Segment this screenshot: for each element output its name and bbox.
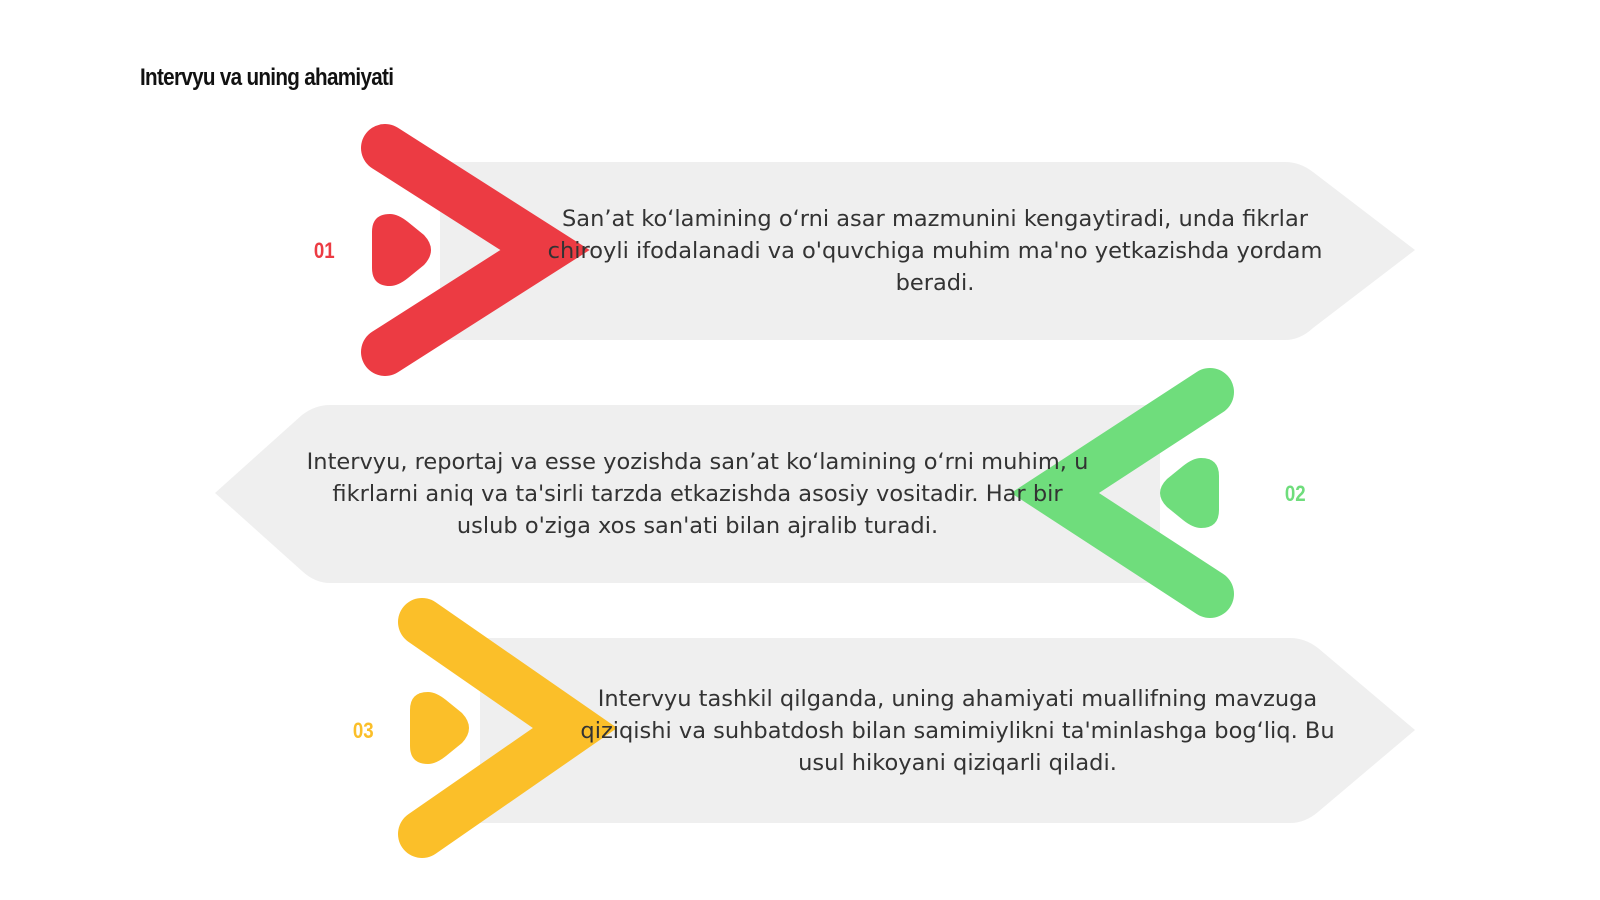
slide-title: Intervyu va uning ahamiyati — [140, 64, 394, 91]
step-3-text: Intervyu tashkil qilganda, uning ahamiyati muallifning mavzuga qiziqishi va suhbatdosh bilan samimiylikni ta'minlashga bog‘liq. Bu usul hikoyani qiziqarli qiladi. — [580, 686, 1335, 776]
step-2-text: Intervyu, reportaj va esse yozishda san’at ko‘lamining o‘rni muhim, u fikrlarni aniq va ta'sirli tarzda etkazishda asosiy vositadir. Har bir uslub o'ziga xos san'ati bilan ajralib turadi. — [306, 449, 1089, 539]
step-2-number: 02 — [1284, 481, 1306, 506]
step-1-number: 01 — [313, 238, 335, 263]
step-3-play-icon — [410, 692, 469, 764]
step-2-play-icon — [1160, 458, 1219, 528]
step-1-text: San’at ko‘lamining o‘rni asar mazmunini kengaytiradi, unda fikrlar chiroyli ifodalanadi va o'quvchiga muhim ma'no yetkazishda yordam beradi. — [547, 206, 1323, 296]
step-3-number: 03 — [352, 718, 374, 743]
step-1-play-icon — [372, 214, 431, 286]
